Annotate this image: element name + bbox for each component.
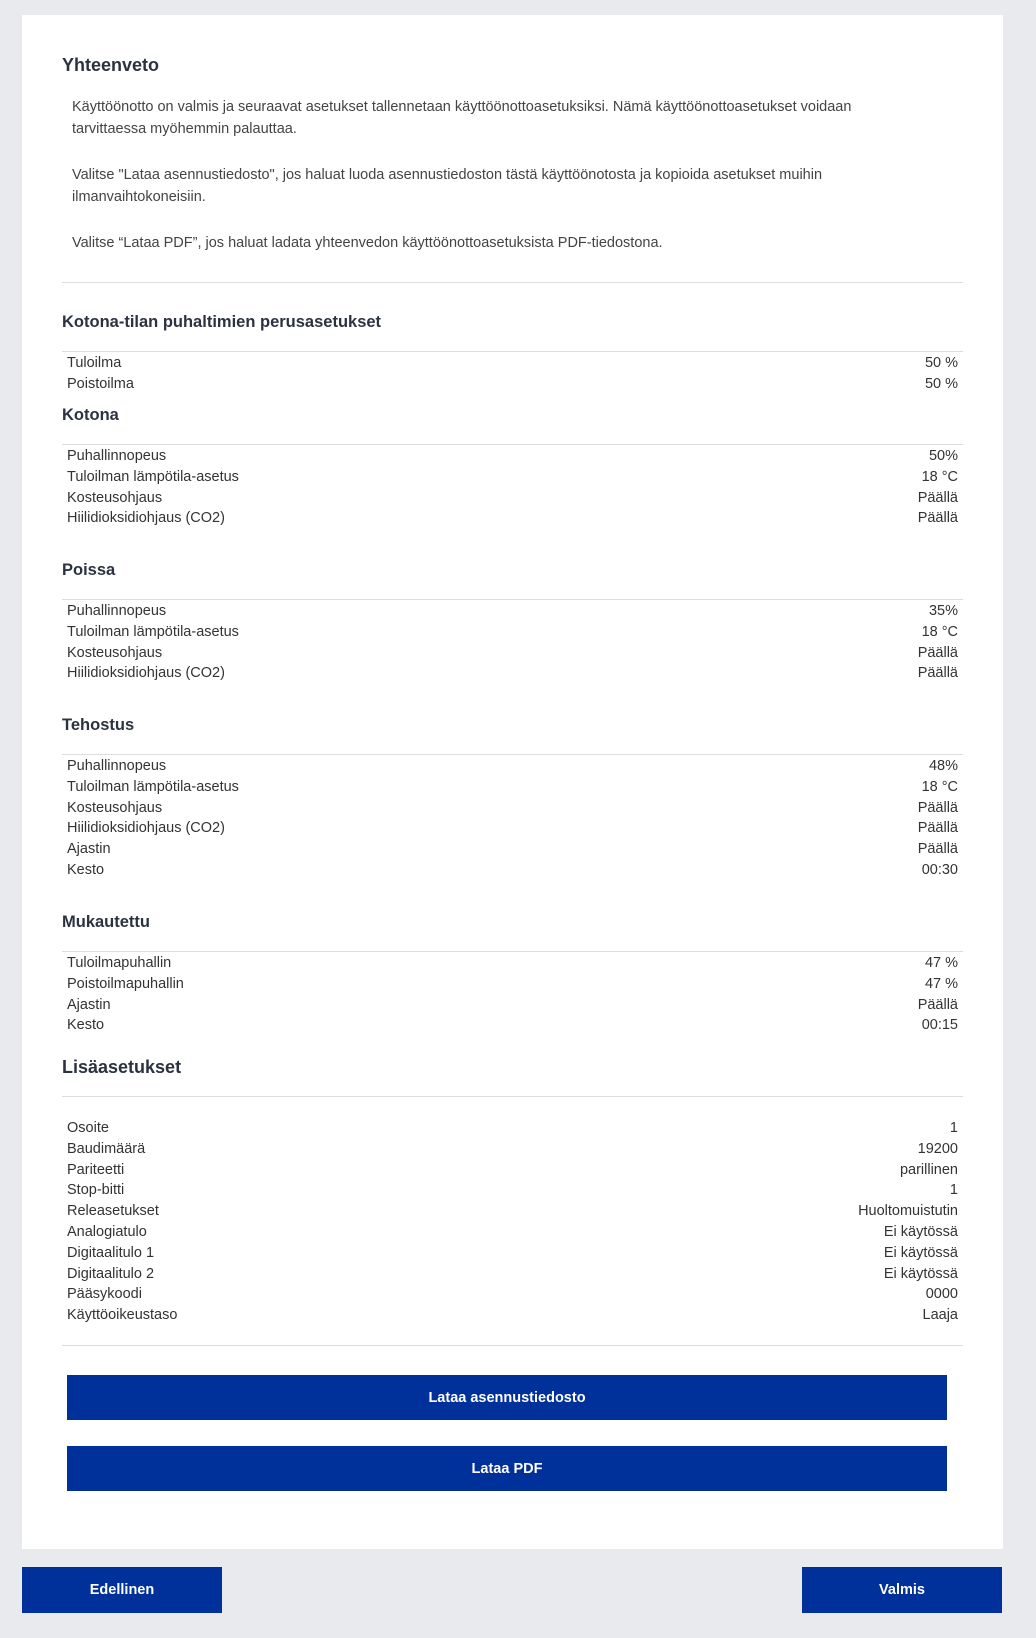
section-title-poissa: Poissa: [62, 561, 116, 579]
setting-label: Releasetukset: [67, 1203, 159, 1220]
setting-label: Kesto: [67, 1017, 105, 1034]
section-title-kotona: Kotona: [62, 406, 119, 424]
setting-value: 18 °C: [921, 778, 958, 795]
setting-label: Poistoilmapuhallin: [67, 975, 184, 992]
setting-label: Digitaalitulo 1: [67, 1244, 155, 1261]
setting-row: [62, 467, 963, 488]
setting-label: Stop-bitti: [67, 1182, 125, 1199]
setting-value: 18 °C: [921, 468, 958, 485]
setting-row: [62, 974, 963, 995]
setting-value: Päällä: [917, 489, 958, 506]
setting-value: 48%: [928, 758, 958, 774]
setting-label: Puhallinnopeus: [67, 448, 167, 464]
setting-value: 47 %: [924, 975, 958, 992]
setting-row: [62, 860, 963, 881]
settings-table-kotona: [62, 446, 963, 529]
setting-row: [62, 1180, 963, 1201]
setting-value: 1: [949, 1182, 958, 1199]
setting-value: 50%: [928, 448, 958, 464]
setting-row: [62, 756, 963, 777]
intro-paragraph: Valitse "Lataa asennustiedosto", jos haluat luoda asennustiedoston tästä käyttöönotosta ja kopioida asetukset muihin ilmanvaihtokoneisiin.: [72, 167, 823, 205]
setting-row: [62, 1284, 963, 1305]
setting-row: [62, 1243, 963, 1264]
setting-value: 35%: [928, 603, 958, 619]
setting-value: Huoltomuistutin: [858, 1203, 958, 1220]
setting-label: Digitaalitulo 2: [67, 1265, 155, 1282]
setting-value: 0000: [925, 1286, 958, 1303]
divider: [62, 1345, 963, 1346]
setting-value: 00:15: [921, 1017, 958, 1034]
setting-row: [62, 953, 963, 974]
setting-row: [62, 777, 963, 798]
setting-value: Päällä: [917, 510, 958, 527]
setting-label: Käyttöoikeustaso: [67, 1307, 178, 1324]
setting-label: Pariteetti: [67, 1161, 125, 1178]
setting-row: [62, 622, 963, 643]
divider: [62, 951, 963, 952]
settings-table-fan-base: [62, 353, 963, 395]
setting-row: [62, 446, 963, 467]
setting-value: Ei käytössä: [883, 1244, 958, 1261]
setting-value: Päällä: [917, 644, 958, 661]
intro-paragraph: Käyttöönotto on valmis ja seuraavat asetukset tallennetaan käyttöönottoasetuksiksi. Nämä käyttöönottoasetukset voidaan tarvittaessa myöhemmin palauttaa.: [72, 99, 852, 137]
setting-label: Kosteusohjaus: [67, 799, 163, 816]
divider: [62, 599, 963, 600]
intro-text: [72, 96, 912, 278]
setting-value: 47 %: [924, 955, 958, 971]
setting-label: Tuloilman lämpötila-asetus: [67, 468, 239, 485]
setting-label: Ajastin: [67, 841, 111, 858]
previous-button[interactable]: Edellinen: [22, 1567, 222, 1613]
settings-table-lisaasetukset: [62, 1118, 963, 1326]
setting-value: Ei käytössä: [883, 1223, 958, 1240]
setting-row: [62, 818, 963, 839]
setting-value: Ei käytössä: [883, 1265, 958, 1282]
setting-value: Päällä: [917, 996, 958, 1013]
setting-row: [62, 601, 963, 622]
setting-label: Tuloilman lämpötila-asetus: [67, 623, 239, 640]
setting-row: [62, 1118, 963, 1139]
divider: [62, 351, 963, 352]
setting-row: [62, 1222, 963, 1243]
setting-label: Puhallinnopeus: [67, 603, 167, 619]
setting-value: Päällä: [917, 820, 958, 837]
setting-value: Päällä: [917, 841, 958, 858]
setting-value: 18 °C: [921, 623, 958, 640]
setting-row: [62, 1160, 963, 1181]
setting-label: Ajastin: [67, 996, 111, 1013]
setting-label: Tuloilman lämpötila-asetus: [67, 778, 239, 795]
setting-value: parillinen: [899, 1161, 958, 1178]
setting-row: [62, 643, 963, 664]
setting-label: Osoite: [67, 1120, 109, 1136]
setting-label: Pääsykoodi: [67, 1286, 142, 1303]
setting-value: Päällä: [917, 665, 958, 682]
section-title-mukautettu: Mukautettu: [62, 913, 150, 931]
settings-table-tehostus: [62, 756, 963, 881]
setting-value: Päällä: [917, 799, 958, 816]
setting-row: [62, 1015, 963, 1036]
summary-card: [22, 15, 1003, 1549]
section-title-tehostus: Tehostus: [62, 716, 135, 734]
setting-label: Puhallinnopeus: [67, 758, 167, 774]
setting-label: Tuloilma: [67, 355, 122, 371]
setting-value: 50 %: [924, 355, 958, 371]
download-pdf-button[interactable]: Lataa PDF: [67, 1446, 947, 1491]
section-title-lisaasetukset: Lisäasetukset: [62, 1057, 182, 1077]
setting-row: [62, 839, 963, 860]
setting-label: Kosteusohjaus: [67, 489, 163, 506]
setting-value: 00:30: [921, 861, 958, 878]
setting-label: Analogiatulo: [67, 1223, 147, 1240]
setting-label: Kosteusohjaus: [67, 644, 163, 661]
setting-label: Kesto: [67, 861, 105, 878]
setting-label: Hiilidioksidiohjaus (CO2): [67, 510, 225, 527]
setting-row: [62, 1139, 963, 1160]
setting-row: [62, 798, 963, 819]
setting-row: [62, 374, 963, 395]
setting-label: Baudimäärä: [67, 1140, 146, 1157]
page-title: Yhteenveto: [62, 55, 160, 75]
setting-value: 19200: [917, 1140, 958, 1157]
section-title-fan-base-settings: Kotona-tilan puhaltimien perusasetukset: [62, 313, 382, 331]
divider: [62, 444, 963, 445]
setting-label: Tuloilmapuhallin: [67, 955, 172, 971]
setting-row: [62, 1201, 963, 1222]
setting-label: Hiilidioksidiohjaus (CO2): [67, 665, 225, 682]
setting-row: [62, 1305, 963, 1326]
setting-label: Hiilidioksidiohjaus (CO2): [67, 820, 225, 837]
setting-row: [62, 663, 963, 684]
setting-row: [62, 995, 963, 1016]
divider: [62, 754, 963, 755]
setting-row: [62, 1264, 963, 1285]
intro-paragraph: Valitse “Lataa PDF”, jos haluat ladata yhteenvedon käyttöönottoasetuksista PDF-tiedostona.: [72, 235, 663, 251]
setting-value: 1: [949, 1120, 958, 1136]
setting-row: [62, 353, 963, 374]
setting-value: 50 %: [924, 375, 958, 392]
divider: [62, 282, 963, 283]
setting-value: Laaja: [922, 1307, 958, 1324]
settings-table-poissa: [62, 601, 963, 684]
done-button[interactable]: Valmis: [802, 1567, 1002, 1613]
settings-table-mukautettu: [62, 953, 963, 1036]
setting-row: [62, 488, 963, 509]
download-install-file-button[interactable]: Lataa asennustiedosto: [67, 1375, 947, 1420]
setting-row: [62, 508, 963, 529]
divider: [62, 1096, 963, 1097]
setting-label: Poistoilma: [67, 375, 134, 392]
